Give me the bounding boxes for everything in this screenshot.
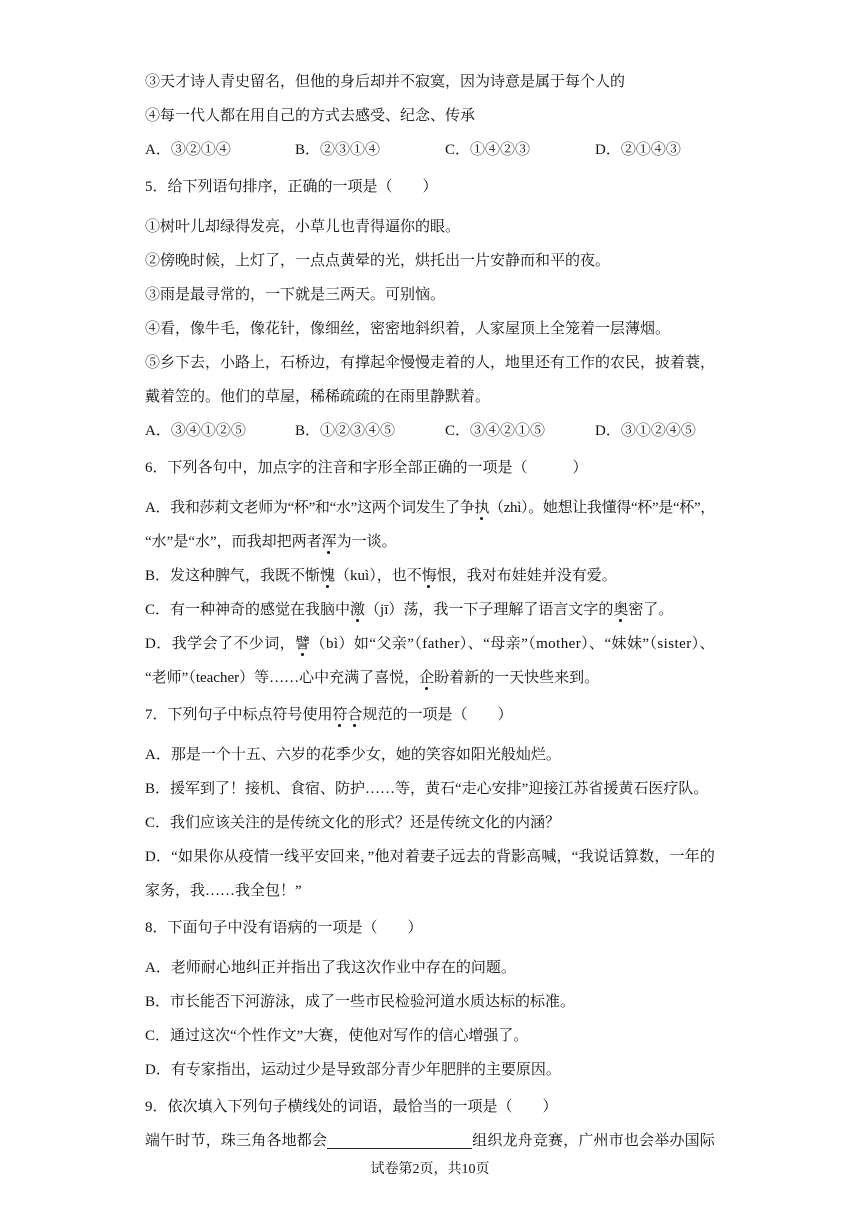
- text-run: D．我学会了不少词，: [145, 636, 296, 652]
- text-run: 规范的一项是（ ）: [362, 707, 513, 723]
- q4-statement-3: ③天才诗人青史留名，但他的身后却并不寂寞，因为诗意是属于每个人的: [145, 74, 626, 90]
- text-run: “老师”（teacher）等……心中充满了喜悦，: [145, 670, 420, 686]
- q5-option-a: A．③④①②⑤: [145, 423, 246, 439]
- text-run: （kuì），也不: [335, 568, 422, 584]
- text-run: （jī）荡，我一下子理解了语言文字的: [365, 602, 614, 618]
- page-footer: 试卷第2页，共10页: [370, 1162, 490, 1177]
- text-run: （bì）如“父亲”（father）、“母亲”（mother）、“妹妹”（sister）、: [310, 636, 715, 652]
- emphasis-dot-char: 愧: [320, 568, 336, 584]
- line-text: [145, 1133, 715, 1149]
- q8-question-stem: 8．下面句子中没有语病的一项是（ ）: [145, 920, 423, 936]
- q7-question-stem: [145, 698, 715, 732]
- q6-option-c: [145, 593, 715, 627]
- text-run: C．有一种神奇的感觉在我脑中: [145, 602, 351, 618]
- q4-option-b: B．②③①④: [295, 142, 381, 158]
- q8-option-d: D．有专家指出，运动过少是导致部分青少年肥胖的主要原因。: [145, 1062, 561, 1078]
- q4-option-a: A．③②①④: [145, 142, 231, 158]
- q5-option-c: C．③④②①⑤: [445, 423, 546, 439]
- emphasis-dot-char: 奥: [613, 602, 629, 618]
- q5-question-stem: 5．给下列语句排序，正确的一项是（ ）: [145, 179, 438, 195]
- text-run: 恨，我对布娃娃并没有爱。: [436, 568, 617, 584]
- emphasis-dot-char: 浑: [321, 534, 337, 550]
- text-run: ⑤乡下去，小路上，石桥边，有撑起伞慢慢走着的人，地里还有工作的农民，披着蓑，: [145, 355, 715, 371]
- emphasis-dot-char: 合: [347, 707, 363, 723]
- text-run: B．发这种脾气，我既不惭: [145, 568, 321, 584]
- emphasis-dot-char: 悔: [421, 568, 437, 584]
- q5-statement-5-line-2: 戴着笠的。他们的草屋，稀稀疏疏的在雨里静默着。: [145, 389, 491, 405]
- q6-option-d-line-1: [145, 627, 715, 661]
- q7-option-d-line-1: [145, 840, 715, 874]
- q6-question-stem: 6．下列各句中，加点字的注音和字形全部正确的一项是（ ）: [145, 460, 588, 476]
- q4-statement-4: ④每一代人都在用自己的方式去感受、纪念、传承: [145, 108, 476, 124]
- q5-statement-4: ④看，像牛毛，像花针，像细丝，密密地斜织着，人家屋顶上全笼着一层薄烟。: [145, 321, 671, 337]
- emphasis-dot-char: 符: [332, 707, 348, 723]
- line-text: [145, 500, 715, 516]
- q5-options: [145, 414, 715, 448]
- q8-option-a: A．老师耐心地纠正并指出了我这次作业中存在的问题。: [145, 960, 516, 976]
- q4-option-d: D．②①④③: [595, 142, 681, 158]
- emphasis-dot-char: 企: [419, 670, 435, 686]
- q4-options: [145, 133, 715, 167]
- text-run: 密了。: [628, 602, 674, 618]
- emphasis-dot-char: 执: [474, 500, 490, 516]
- q7-option-d-line-2: 家务，我……我全包！”: [145, 883, 302, 899]
- q6-option-d-line-2: [145, 661, 715, 695]
- text-run: 7．下列句子中标点符号使用: [145, 707, 333, 723]
- q5-statement-3: ③雨是最寻常的，一下就是三两天。可别恼。: [145, 287, 446, 303]
- q5-option-d: D．③①②④⑤: [595, 423, 696, 439]
- text-run: （zhì）。她想让我懂得“杯”是“杯”，: [489, 500, 715, 516]
- q5-statement-1: ①树叶儿却绿得发亮，小草儿也青得逼你的眼。: [145, 219, 461, 235]
- q8-option-c: C．通过这次“个性作文”大赛，使他对写作的信心增强了。: [145, 1028, 529, 1044]
- line-text: [145, 636, 715, 652]
- q5-statement-2: ②傍晚时候，上灯了，一点点黄晕的光，烘托出一片安静而和平的夜。: [145, 253, 611, 269]
- q5-option-b: B．①②③④⑤: [295, 423, 396, 439]
- text-run: A．我和莎莉文老师为“杯”和“水”这两个词发生了争: [145, 500, 475, 516]
- q7-option-c: C．我们应该关注的是传统文化的形式？还是传统文化的内涵？: [145, 815, 561, 831]
- text-run: 组织龙舟竞赛，广州市也会举办国际: [472, 1133, 715, 1149]
- q9-question-stem: 9．依次填入下列句子横线处的词语，最恰当的一项是（ ）: [145, 1099, 558, 1115]
- text-run: 端午时节，珠三角各地都会: [145, 1133, 328, 1149]
- q6-option-a-line-2: [145, 525, 715, 559]
- q5-statement-5-line-1: [145, 346, 715, 380]
- text-run: 盼着新的一天快些来到。: [434, 670, 600, 686]
- q9-passage-line-1: [145, 1124, 715, 1158]
- fill-in-blank: [327, 1132, 472, 1149]
- text-run: D．“如果你从疫情一线平安回来，”他对着妻子远去的背影高喊，“我说话算数，一年的: [145, 849, 715, 865]
- text-run: 为一谈。: [336, 534, 397, 550]
- emphasis-dot-char: 激: [350, 602, 366, 618]
- exam-page: [145, 65, 715, 1158]
- emphasis-dot-char: 譬: [295, 636, 311, 652]
- q7-option-a: A．那是一个十五、六岁的花季少女，她的笑容如阳光般灿烂。: [145, 747, 561, 763]
- q8-option-b: B．市长能否下河游泳，成了一些市民检验河道水质达标的标准。: [145, 994, 576, 1010]
- q4-option-c: C．①④②③: [445, 142, 531, 158]
- q6-option-a-line-1: [145, 491, 715, 525]
- q7-option-b: B．援军到了！接机、食宿、防护……等，黄石“走心安排”迎接江苏省援黄石医疗队。: [145, 781, 709, 797]
- q6-option-b: [145, 559, 715, 593]
- text-run: “水”是“水”，而我却把两者: [145, 534, 322, 550]
